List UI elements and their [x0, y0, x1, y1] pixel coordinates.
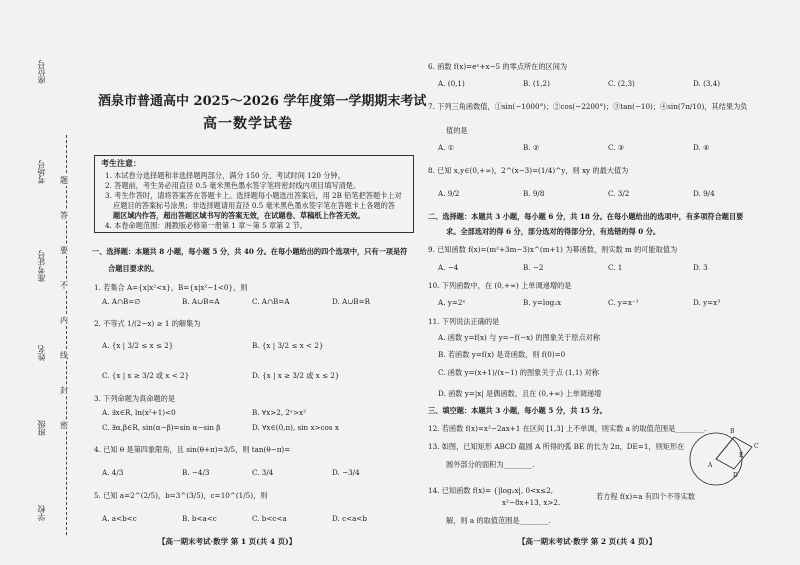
option: A. (0,1) [438, 79, 465, 88]
option: C. (2,3) [608, 79, 635, 88]
class-label: 班级 [37, 420, 46, 436]
exam-number-label: 准考证号 [37, 250, 46, 282]
option: B. {x | 3/2 ≤ x < 2} [252, 341, 324, 350]
option: B. (1,2) [523, 79, 550, 88]
option: C. A∩B=A [252, 297, 290, 306]
notice-box [94, 155, 414, 233]
question-6: 6. 函数 f(x)=eˣ+x−5 的零点所在的区间为 [428, 62, 568, 71]
option: A. ① [438, 143, 455, 152]
seal-char: 密 [60, 421, 68, 430]
option: B. A∪B=A [182, 297, 220, 306]
option: C. ③ [608, 143, 625, 152]
school-label: 学校 [37, 505, 46, 521]
question-10: 10. 下列函数中，在 (0,+∞) 上单调递增的是 [428, 281, 572, 290]
option: C. 3/4 [252, 468, 274, 477]
option: A. {x | 3/2 ≤ x ≤ 2} [102, 341, 174, 350]
option: B. 9/8 [523, 189, 545, 198]
section-three-heading: 三、填空题：本题共 3 小题，每小题 5 分，共 15 分。 [428, 406, 607, 415]
option: A. 函数 y=f(x) 与 y=−f(−x) 的图象关于原点对称 [438, 333, 601, 342]
option: D. ∀x∈(0,π), sin x>cos x [252, 423, 339, 432]
option: A. ∃x∈R, ln(x²+1)<0 [102, 408, 176, 417]
notice-line: 题区域内作答，超出答题区域书写的答案无效，在试题卷、草稿纸上作答无效。 [113, 211, 365, 220]
option: D. 9/4 [693, 189, 715, 198]
notice-line: 4. 本卷命题范围：湘教版必修第一册第 1 章～第 5 章第 2 节。 [105, 221, 307, 230]
seal-char: 内 [60, 316, 68, 325]
point-label-b: B [730, 428, 735, 435]
option: D. 函数 y=|x| 是偶函数，且在 (0,+∞) 上单调递增 [438, 389, 602, 398]
option: A. A∩B=∅ [102, 297, 141, 306]
question-11: 11. 下列说法正确的是 [428, 317, 500, 326]
question-2: 2. 不等式 1/(2−x) ≥ 1 的解集为 [94, 319, 201, 328]
question-14: 14. 已知函数 f(x)= {|log₂x|, 0<x≤2, [428, 486, 554, 495]
option: A. 9/2 [438, 189, 460, 198]
seal-char: 线 [60, 351, 68, 360]
option: A. 4/3 [102, 468, 124, 477]
option: B. −2 [523, 263, 544, 272]
question-13: 13. 如图，已知矩形 ABCD 截圆 A 所得的弧 BE 的长为 2π，DE=1，则矩形在 [428, 442, 685, 451]
option: D. 3 [693, 263, 708, 272]
question-5: 5. 已知 a=2^(2/5)，b=3^(3/5)，c=10^(1/5)，则 [94, 491, 268, 500]
question-14-cont: 若方程 f(x)=a 有四个不等实数 [596, 492, 696, 501]
section-two-heading-2: 求。全部选对的得 6 分，部分选对的得部分分，有选错的得 0 分。 [446, 227, 661, 236]
seal-char: 不 [60, 281, 68, 290]
option: D. (3,4) [693, 79, 721, 88]
page-footer: 【高一期末考试·数学 第 1 页(共 4 页)】 [158, 537, 297, 546]
room-label: 考场号 [37, 160, 46, 184]
option: B. ② [523, 143, 540, 152]
notice-heading: 考生注意： [101, 158, 141, 168]
page-two [428, 55, 788, 560]
option: C. 1 [608, 263, 623, 272]
section-two-heading: 二、选择题：本题共 3 小题，每小题 6 分，共 18 分。在每小题给出的选项中，有多项符合题目要 [428, 212, 744, 221]
seal-char: 题 [60, 176, 68, 185]
question-13-figure [686, 415, 776, 489]
option: D. y=x³ [693, 298, 721, 307]
section-one-heading: 一、选择题：本题共 8 小题，每小题 5 分，共 40 分。在每小题给出的四个选项中，只有一项是符 [92, 247, 408, 256]
notice-line: 1. 本试卷分选择题和非选择题两部分，满分 150 分，考试时间 120 分钟。 [105, 171, 345, 180]
question-1: 1. 若集合 A={x|x²<x}，B={x|x²−1<0}，则 [94, 283, 248, 292]
option: B. y=log₂x [523, 298, 562, 307]
seat-label: 座位号 [37, 60, 46, 84]
option: C. b<c<a [252, 514, 287, 523]
page-one [88, 50, 427, 560]
seal-char: 封 [60, 386, 68, 395]
point-label-e: E [739, 452, 744, 459]
option: C. {x | x ≥ 3/2 或 x < 2} [102, 371, 190, 380]
point-label-a: A [708, 462, 713, 469]
option: B. ∀x>2, 2ˣ>x² [252, 408, 306, 417]
section-one-heading-2: 合题目要求的。 [108, 264, 159, 273]
option: B. b<a<c [182, 514, 217, 523]
question-3: 3. 下列命题为真命题的是 [94, 394, 176, 403]
option: B. 若函数 y=f(x) 是奇函数，则 f(0)=0 [438, 350, 566, 359]
seal-char: 要 [60, 246, 68, 255]
seal-line [66, 135, 67, 535]
option: C. 函数 y=(x+1)/(x−1) 的图象关于点 (1,1) 对称 [438, 368, 599, 377]
page-footer: 【高一期末考试·数学 第 2 页(共 4 页)】 [518, 537, 657, 546]
question-9: 9. 已知函数 f(x)=(m²+3m−3)x^(m+1) 为幂函数，则实数 m 的可能取值为 [428, 245, 678, 254]
option: D. ④ [693, 143, 710, 152]
question-7-cont: 值的是 [446, 126, 468, 135]
notice-line: 3. 考生作答时，请将答案答在答题卡上。选择题每小题选出答案后，用 2B 铅笔把答题卡上对 [105, 191, 402, 200]
question-7: 7. 下列三角函数值，①sin(−1000°)；②cos(−2200°)；③tan(−10)；④sin(7π/10)，其结果为负 [428, 102, 748, 111]
option: C. 3/2 [608, 189, 630, 198]
notice-line: 2. 答题前，考生务必用直径 0.5 毫米黑色墨水签字笔将密封线内项目填写清楚。 [105, 181, 361, 190]
question-4: 4. 已知 θ 是第四象限角，且 sin(θ+π)=3/5，则 tan(θ−π)= [94, 445, 291, 454]
point-label-c: C [754, 443, 759, 450]
question-8: 8. 已知 x,y∈(0,+∞)，2^(x−3)=(1/4)^y，则 xy 的最大值为 [428, 166, 629, 175]
subject-title: 高一数学试卷 [203, 116, 293, 132]
option: A. a<b<c [102, 514, 137, 523]
point-label-d: D [733, 472, 738, 479]
seal-char: 答 [60, 211, 68, 220]
option: C. y=x⁻¹ [608, 298, 639, 307]
question-14-answer: 解，则 a 的取值范围是________. [446, 516, 551, 525]
notice-line: 应题目的答案标号涂黑；非选择题请用直径 0.5 毫米黑色墨水签字笔在答题卡上各题的答 [113, 201, 395, 210]
question-14-case: x²−8x+13, x>2. [502, 498, 561, 507]
option: A. −4 [438, 263, 459, 272]
question-13-cont: 圆外部分的面积为________. [446, 460, 535, 469]
option: D. −3/4 [332, 468, 360, 477]
name-label: 姓名 [37, 345, 46, 361]
exam-title: 酒泉市普通高中 2025～2026 学年度第一学期期末考试 [98, 94, 427, 109]
option: D. A∪B=R [332, 297, 371, 306]
option: B. −4/3 [182, 468, 210, 477]
option: D. c<a<b [332, 514, 368, 523]
option: C. ∃α,β∈R, sin(α−β)=sin α−sin β [102, 423, 221, 432]
option: D. {x | x ≥ 3/2 或 x ≤ 2} [252, 371, 340, 380]
option: A. y=2ˣ [438, 298, 466, 307]
binding-strip [0, 0, 86, 565]
question-12: 12. 若函数 f(x)=x²−2ax+1 在区间 [1,3] 上不单调，则实数 a 的取值范围是________. [428, 424, 707, 433]
